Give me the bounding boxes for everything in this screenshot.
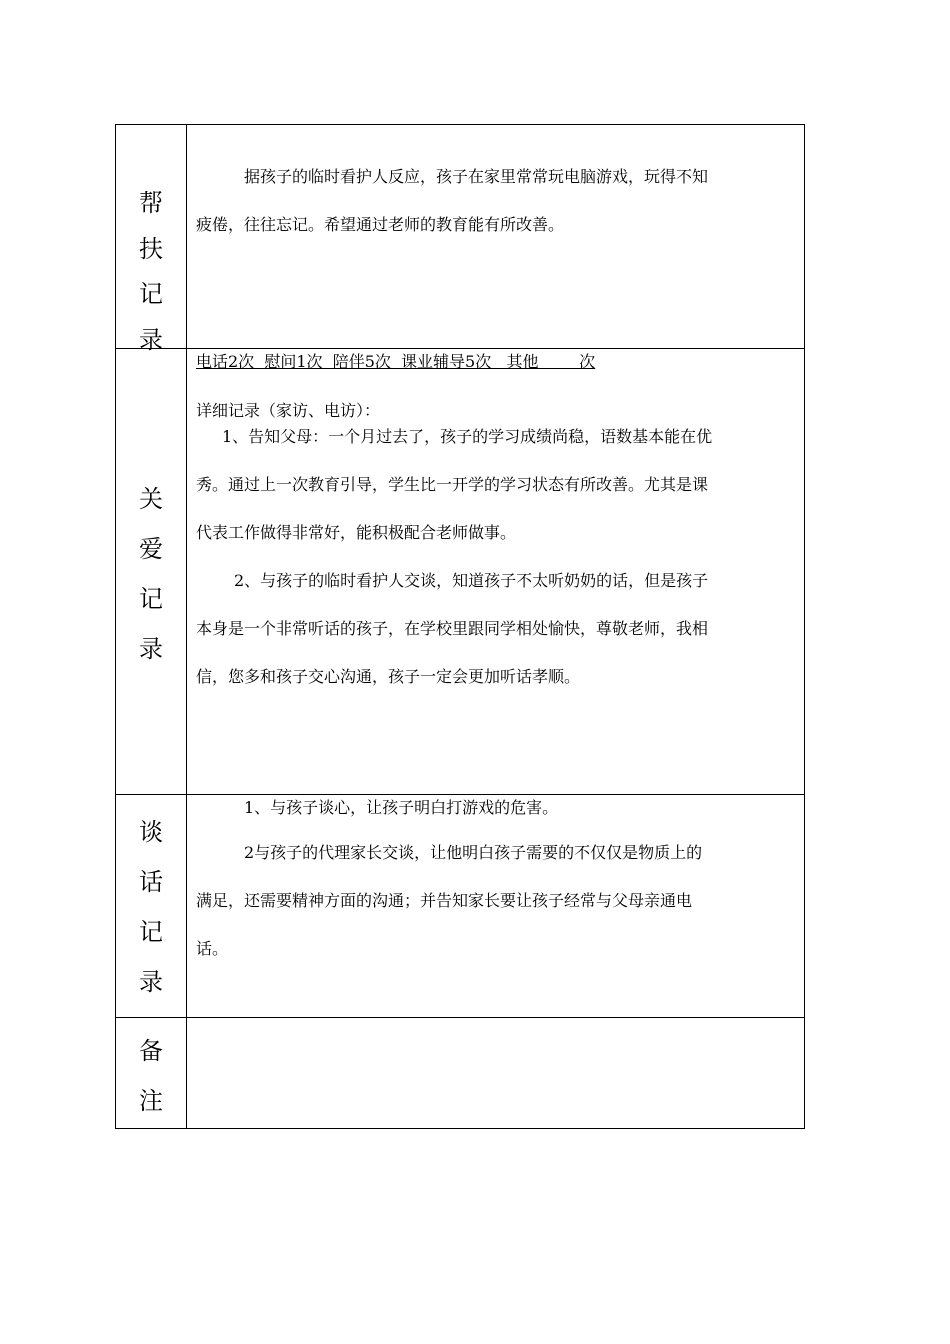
talk-record-row <box>116 795 805 1018</box>
care-record-label <box>116 474 186 674</box>
care-record-row <box>116 349 805 795</box>
help-record-label-cell <box>116 125 187 354</box>
help-record-label <box>116 181 186 363</box>
talk-item-line: 1、与孩子谈心，让孩子明白打游戏的危害。 <box>244 798 559 817</box>
care-item-line: 秀。通过上一次教育引导，学生比一开学的学习状态有所改善。尤其是课 <box>196 475 709 494</box>
label-char: 爱 <box>139 535 163 563</box>
talk-item-line: 满足，还需要精神方面的沟通；并告知家长要让孩子经常与父母亲通电 <box>196 891 693 910</box>
care-item-line: 信，您多和孩子交心沟通，孩子一定会更加听话孝顺。 <box>196 667 581 686</box>
label-char: 录 <box>139 968 163 996</box>
care-item-line: 1、告知父母：一个月过去了，孩子的学习成绩尚稳，语数基本能在优 <box>222 427 713 446</box>
label-char: 关 <box>139 485 163 513</box>
label-char: 谈 <box>139 818 163 846</box>
help-record-line: 疲倦，往往忘记。希望通过老师的教育能有所改善。 <box>196 215 565 234</box>
care-item-line: 代表工作做得非常好，能积极配合老师做事。 <box>196 523 517 542</box>
remark-row <box>116 1018 805 1129</box>
talk-record-label <box>116 807 186 1007</box>
label-char: 帮 <box>139 189 163 217</box>
label-char: 扶 <box>139 234 163 263</box>
talk-record-content <box>187 795 805 1018</box>
talk-record-label-cell <box>116 795 187 1018</box>
care-item-line: 本身是一个非常听话的孩子，在学校里跟同学相处愉快，尊敬老师，我相 <box>196 619 709 638</box>
remark-label <box>116 1026 186 1126</box>
care-detail-title: 详细记录（家访、电访）： <box>196 401 381 420</box>
label-char: 备 <box>139 1037 163 1065</box>
talk-item-line: 话。 <box>196 939 229 958</box>
care-record-label-cell <box>116 349 187 795</box>
care-item-line: 2、与孩子的临时看护人交谈，知道孩子不太听奶奶的话，但是孩子 <box>234 571 709 590</box>
help-record-line: 据孩子的临时看护人反应，孩子在家里常常玩电脑游戏，玩得不知 <box>244 167 709 186</box>
label-char: 录 <box>139 325 163 354</box>
help-record-content <box>187 125 805 349</box>
label-char: 记 <box>139 585 163 613</box>
care-stats-line: 电话2次 慰问1次 陪伴5次 课业辅导5次 其他 次 <box>196 352 596 371</box>
label-char: 录 <box>139 635 163 663</box>
label-char: 记 <box>139 280 163 309</box>
label-char: 话 <box>139 868 163 896</box>
remark-label-cell <box>116 1018 187 1129</box>
label-char: 注 <box>139 1087 163 1115</box>
label-char: 记 <box>139 918 163 946</box>
talk-item-line: 2与孩子的代理家长交谈，让他明白孩子需要的不仅仅是物质上的 <box>244 843 703 862</box>
help-record-row <box>116 125 805 349</box>
remark-content <box>187 1018 805 1129</box>
record-table <box>115 124 805 1129</box>
care-record-content <box>187 349 805 795</box>
